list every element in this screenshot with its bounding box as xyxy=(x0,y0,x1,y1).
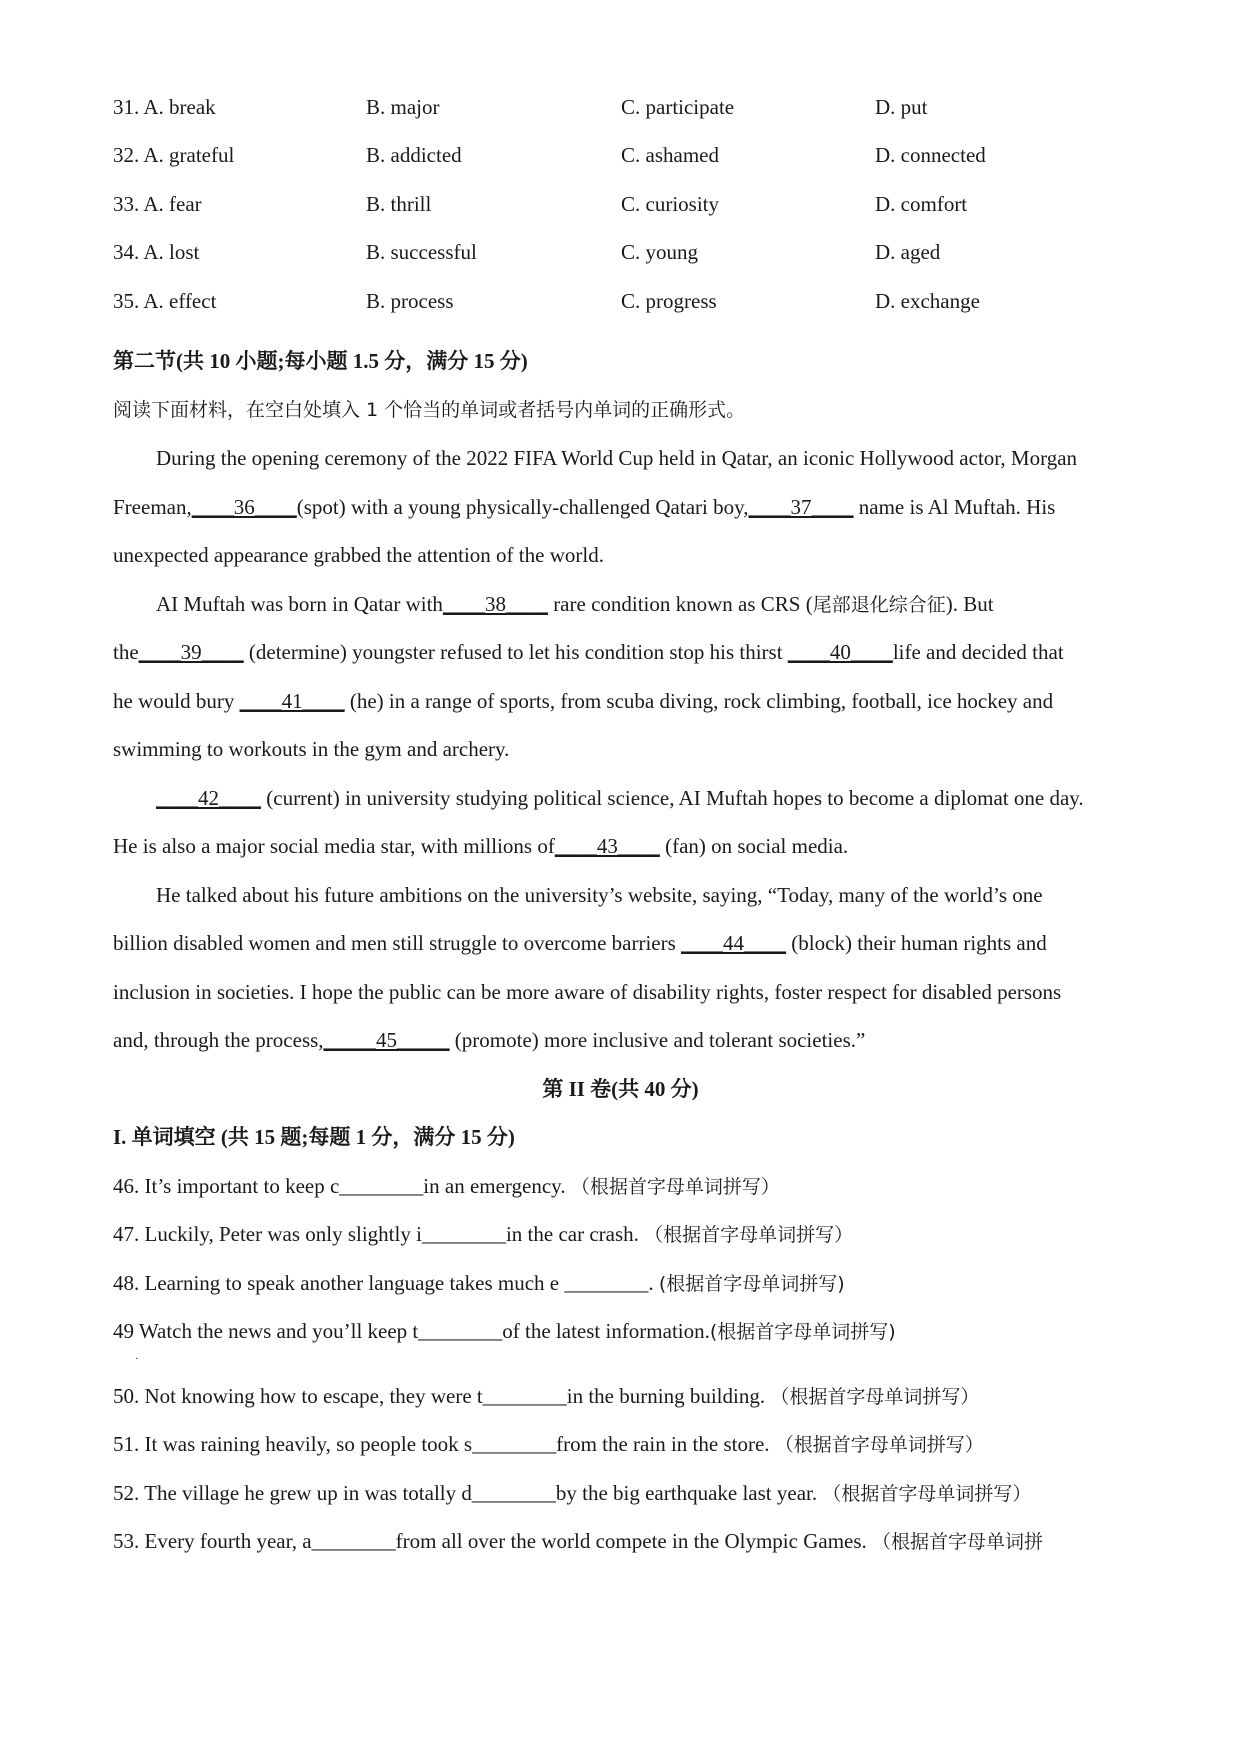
option-c: C. ashamed xyxy=(621,143,719,167)
option-d: D. exchange xyxy=(875,289,980,313)
option-row-35 xyxy=(113,286,1133,316)
passage-line: He talked about his future ambitions on the university’s website, saying, “Today, many of the world’s one xyxy=(156,883,1043,907)
blank-41[interactable]: ____41____ xyxy=(239,689,345,713)
text: AI Muftah was born in Qatar with xyxy=(156,592,443,616)
option-d: D. aged xyxy=(875,240,941,264)
passage-line xyxy=(113,492,1143,522)
text: by the big earthquake last year. xyxy=(555,1481,823,1505)
passage-line: unexpected appearance grabbed the attention of the world. xyxy=(113,543,604,567)
option-row-32 xyxy=(113,140,1133,170)
option-d: D. put xyxy=(875,95,928,119)
option-d: D. connected xyxy=(875,143,986,167)
hint: （根据首字母单词拼写） xyxy=(770,1386,980,1408)
part-title: 第 II 卷(共 40 分) xyxy=(542,1077,699,1101)
passage-line xyxy=(156,783,1186,813)
text: 48. Learning to speak another language takes much e xyxy=(113,1271,565,1295)
blank-42[interactable]: ____42____ xyxy=(156,786,261,810)
option-d: D. comfort xyxy=(875,192,968,216)
text: Freeman, xyxy=(113,495,192,519)
option-row-33 xyxy=(113,189,1133,219)
option-b: B. thrill xyxy=(366,192,432,216)
option-b: B. addicted xyxy=(366,143,462,167)
hint: (根据首字母单词拼写) xyxy=(709,1321,896,1343)
blank-44[interactable]: ____44____ xyxy=(681,931,787,955)
text: and, through the process, xyxy=(113,1028,324,1052)
answer-blank[interactable]: ________ xyxy=(339,1174,424,1198)
part-heading: I. 单词填空 (共 15 题;每题 1 分，满分 15 分) xyxy=(113,1125,515,1149)
option-c: C. curiosity xyxy=(621,192,719,216)
fill-item xyxy=(113,1526,1143,1556)
text: 53. Every fourth year, a xyxy=(113,1529,312,1553)
text: name is Al Muftah. His xyxy=(853,495,1056,519)
passage-line xyxy=(113,637,1143,667)
option-b: B. major xyxy=(366,95,440,119)
option-row-34 xyxy=(113,237,1133,267)
option-a: 35. A. effect xyxy=(113,289,217,313)
blank-43[interactable]: ____43____ xyxy=(554,834,660,858)
passage-line xyxy=(113,686,1143,716)
passage-line: inclusion in societies. I hope the public can be more aware of disability rights, foster respect for disabled persons xyxy=(113,980,1062,1004)
blank-36[interactable]: ____36____ xyxy=(191,495,297,519)
text: (determine) youngster refused to let his condition stop his thirst xyxy=(243,640,788,664)
text: 50. Not knowing how to escape, they were t xyxy=(113,1384,483,1408)
passage-line xyxy=(156,589,1186,619)
hint: （根据首字母单词拼写） xyxy=(644,1224,854,1246)
text: 49 Watch the news and you’ll keep t xyxy=(113,1319,419,1343)
text: he would bury xyxy=(113,689,240,713)
hint: （根据首字母单词拼写） xyxy=(570,1176,780,1198)
blank-37[interactable]: ____37____ xyxy=(748,495,854,519)
text: (block) their human rights and xyxy=(786,931,1047,955)
blank-38[interactable]: ____38____ xyxy=(442,592,548,616)
fill-item xyxy=(113,1478,1143,1508)
answer-blank[interactable]: ________ xyxy=(472,1432,557,1456)
fill-item xyxy=(113,1268,1143,1298)
answer-blank[interactable]: ________ xyxy=(482,1384,567,1408)
blank-40[interactable]: ____40____ xyxy=(787,640,893,664)
fill-item xyxy=(113,1316,1143,1346)
answer-blank[interactable]: ________ xyxy=(564,1271,649,1295)
text: 47. Luckily, Peter was only slightly i xyxy=(113,1222,422,1246)
fill-item xyxy=(113,1429,1143,1459)
text: rare condition known as CRS ( xyxy=(547,592,813,616)
stray-mark: · xyxy=(135,1354,139,1365)
option-c: C. young xyxy=(621,240,699,264)
text: in an emergency. xyxy=(423,1174,571,1198)
text: ). But xyxy=(945,592,994,616)
option-c: C. participate xyxy=(621,95,735,119)
answer-blank[interactable]: ________ xyxy=(421,1222,506,1246)
passage-line xyxy=(113,831,1143,861)
text: (current) in university studying political science, AI Muftah hopes to become a diplomat one day. xyxy=(261,786,1084,810)
text: (fan) on social media. xyxy=(659,834,849,858)
text: He is also a major social media star, with millions of xyxy=(113,834,555,858)
text: (he) in a range of sports, from scuba diving, rock climbing, football, ice hockey and xyxy=(344,689,1054,713)
text: 52. The village he grew up in was totally d xyxy=(113,1481,472,1505)
fill-item xyxy=(113,1219,1143,1249)
option-a: 31. A. break xyxy=(113,95,216,119)
blank-39[interactable]: ____39____ xyxy=(138,640,244,664)
text: 51. It was raining heavily, so people took s xyxy=(113,1432,473,1456)
text: (promote) more inclusive and tolerant societies.” xyxy=(449,1028,866,1052)
text: 46. It’s important to keep c xyxy=(113,1174,340,1198)
option-b: B. successful xyxy=(366,240,477,264)
hint: （根据首字母单词拼写） xyxy=(822,1483,1032,1505)
option-a: 33. A. fear xyxy=(113,192,202,216)
section-instruction: 阅读下面材料，在空白处填入 1 个恰当的单词或者括号内单词的正确形式。 xyxy=(113,399,746,421)
answer-blank[interactable]: ________ xyxy=(471,1481,556,1505)
passage-line: During the opening ceremony of the 2022 FIFA World Cup held in Qatar, an iconic Hollywood actor, Morgan xyxy=(156,446,1078,470)
passage-line xyxy=(113,928,1143,958)
hint: （根据首字母单词拼 xyxy=(872,1531,1044,1553)
option-c: C. progress xyxy=(621,289,717,313)
text: in the car crash. xyxy=(505,1222,645,1246)
chinese-term: 尾部退化综合征 xyxy=(812,594,946,616)
passage-line: swimming to workouts in the gym and archery. xyxy=(113,737,510,761)
option-a: 32. A. grateful xyxy=(113,143,235,167)
option-b: B. process xyxy=(366,289,454,313)
text: life and decided that xyxy=(892,640,1064,664)
passage-line xyxy=(113,1025,1143,1055)
text: in the burning building. xyxy=(566,1384,771,1408)
fill-item xyxy=(113,1381,1143,1411)
text: (spot) with a young physically-challenged Qatari boy, xyxy=(296,495,749,519)
option-row-31 xyxy=(113,92,1133,122)
text: the xyxy=(113,640,139,664)
text: from the rain in the store. xyxy=(556,1432,775,1456)
hint: (根据首字母单词拼写) xyxy=(658,1273,845,1295)
text: of the latest information. xyxy=(502,1319,710,1343)
answer-blank[interactable]: ________ xyxy=(418,1319,503,1343)
section-heading: 第二节(共 10 小题;每小题 1.5 分，满分 15 分) xyxy=(113,349,528,373)
text: from all over the world compete in the Olympic Games. xyxy=(395,1529,873,1553)
answer-blank[interactable]: ________ xyxy=(311,1529,396,1553)
fill-item xyxy=(113,1171,1143,1201)
text: . xyxy=(648,1271,659,1295)
text: billion disabled women and men still struggle to overcome barriers xyxy=(113,931,682,955)
blank-45[interactable]: _____45_____ xyxy=(323,1028,450,1052)
hint: （根据首字母单词拼写） xyxy=(774,1434,984,1456)
option-a: 34. A. lost xyxy=(113,240,200,264)
